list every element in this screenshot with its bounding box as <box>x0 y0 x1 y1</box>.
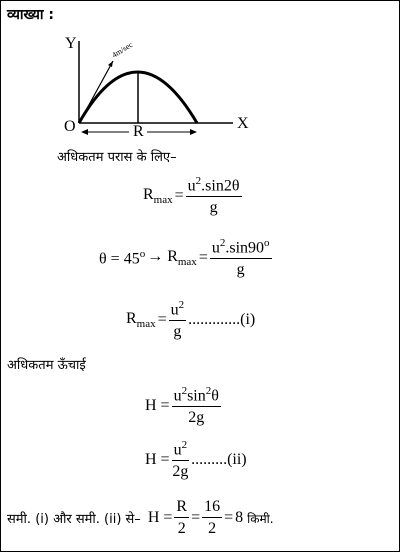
x-axis-label: X <box>237 115 249 132</box>
origin-label: O <box>64 118 76 135</box>
explanation-heading: व्याख्या : <box>7 7 54 23</box>
final-result-line: समी. (i) और समी. (ii) से– H = $\frac{R}{2}$ = $\frac{16}{2}$ = 8 किमी. <box>7 498 274 537</box>
fraction: $\frac{R}{2}$ <box>176 498 188 537</box>
final-unit: किमी. <box>247 511 274 526</box>
velocity-label: 4m/sec <box>110 40 135 60</box>
velocity-arrowhead <box>108 61 113 67</box>
equation-height-formula: H = $\frac{u^2\sin^2\theta}{2g}$ <box>145 385 219 427</box>
fraction: $\frac{u^2}{g}$ <box>170 299 185 341</box>
projectile-diagram <box>61 31 261 141</box>
fraction: $\frac{u^2\sin^2\theta}{2g}$ <box>173 385 219 427</box>
y-axis-label: Y <box>65 35 77 52</box>
range-arrow-left-head <box>81 129 88 135</box>
fraction: $\frac{u^2.\sin 90^o}{g}$ <box>211 237 270 279</box>
final-intro: समी. (i) और समी. (ii) से– <box>7 512 141 527</box>
equation-max-height: H = $\frac{u^2}{2g}$ .........(ii) <box>145 439 247 481</box>
equation-range-formula: $R_{max}$ = $\frac{u^2.\sin 2\theta}{g}$ <box>143 175 240 217</box>
equation-range-at-45: $\theta = 45^o$ → $R_{max}$ = $\frac{u^2.\sin 90^o}{g}$ <box>99 237 270 279</box>
range-arrow-right-head <box>190 129 197 135</box>
fraction: $\frac{u^2}{2g}$ <box>172 439 189 481</box>
velocity-vector <box>79 61 113 123</box>
fraction: $\frac{16}{2}$ <box>204 498 221 537</box>
max-range-intro: अधिकतम परास के लिए– <box>57 150 177 165</box>
final-result-value: 8 <box>235 509 244 526</box>
fraction: $\frac{u^2.\sin 2\theta}{g}$ <box>187 175 240 217</box>
range-label: R <box>133 123 144 140</box>
max-height-intro: अधिकतम ऊँचाई <box>7 358 86 373</box>
equation-max-range: $R_{max}$ = $\frac{u^2}{g}$ .............(i) <box>126 299 256 341</box>
